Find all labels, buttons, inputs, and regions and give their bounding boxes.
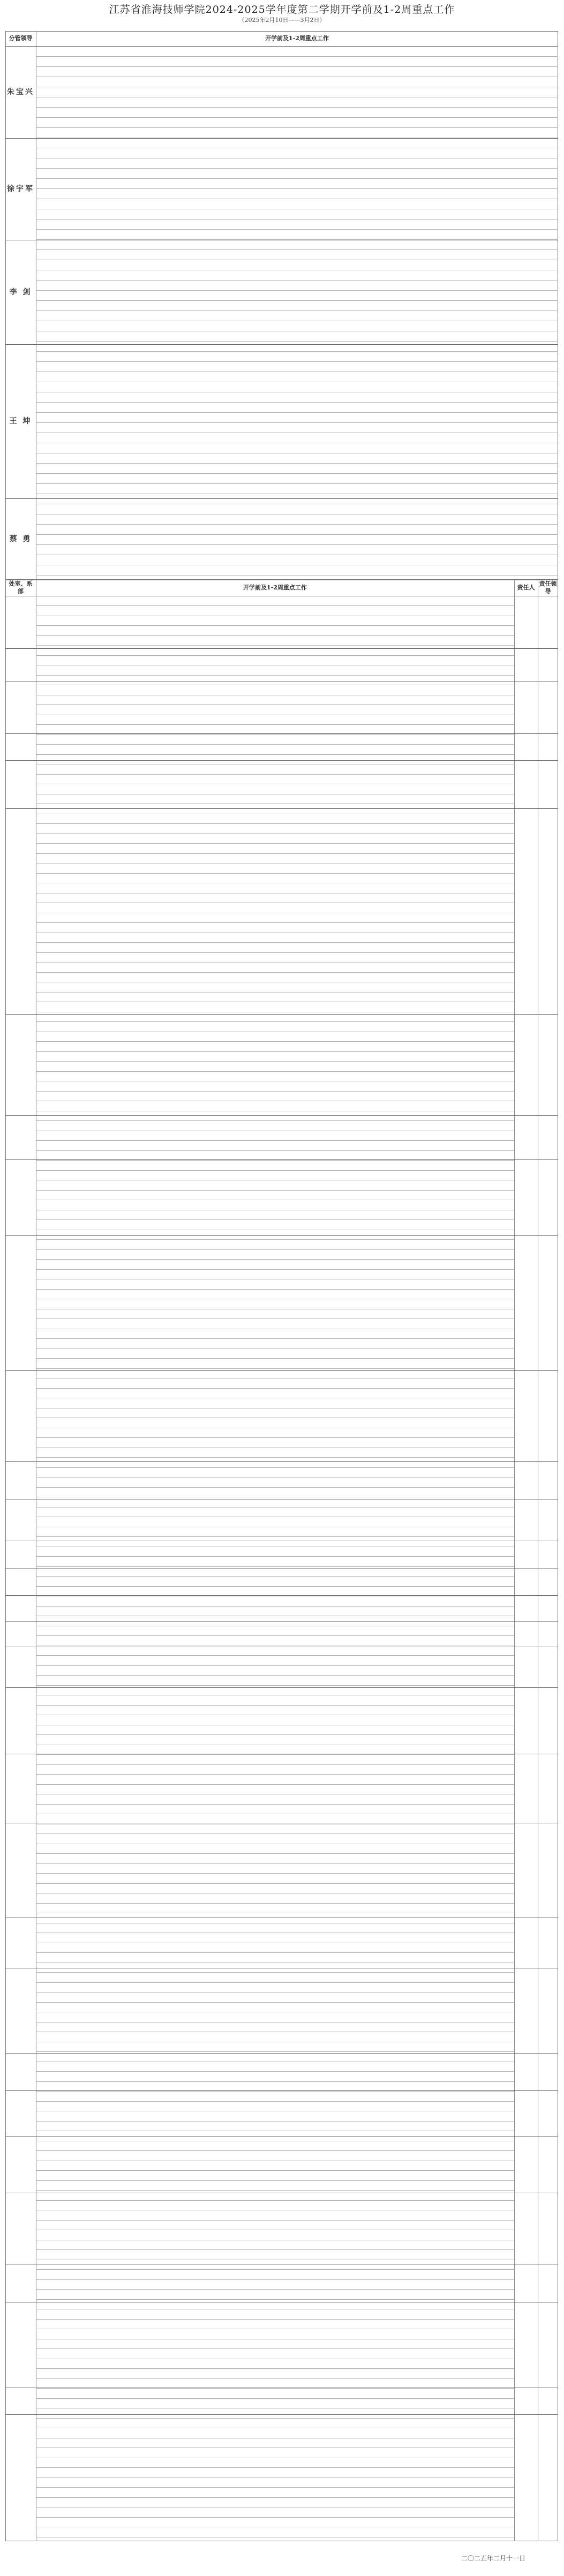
table-row <box>36 229 558 230</box>
table-row <box>36 1061 514 1062</box>
leader-work-column-header: 开学前及1-2周重点工作 <box>265 35 329 42</box>
table-row <box>36 1705 514 1706</box>
table-row <box>36 1289 514 1290</box>
table-row <box>36 922 514 923</box>
department-group-rule <box>5 1115 558 1116</box>
table-row <box>36 1556 514 1557</box>
table-row <box>36 2487 514 2488</box>
table-row <box>36 127 558 128</box>
leader-table-header-rule <box>5 46 558 47</box>
table-row <box>36 1774 514 1775</box>
table-row <box>36 1586 514 1587</box>
leader-column-header: 分管领导 <box>9 35 33 42</box>
department-group-rule <box>5 1621 558 1622</box>
table-row <box>36 351 558 352</box>
table-row <box>36 280 558 281</box>
table-row <box>36 1348 514 1349</box>
leader-name: 李 剑 <box>9 287 32 297</box>
table-row <box>36 1358 514 1359</box>
department-group-rule <box>5 1687 558 1688</box>
table-row <box>36 1972 514 1973</box>
table-row <box>36 1467 514 1468</box>
table-row <box>36 1259 514 1260</box>
table-row <box>36 1269 514 1270</box>
table-row <box>36 972 514 973</box>
leader-name: 蔡 勇 <box>9 535 32 543</box>
department-group-rule <box>5 1370 558 1371</box>
leader-name: 徐宇军 <box>7 185 34 193</box>
table-row <box>36 2269 514 2270</box>
table-row <box>36 1566 514 1567</box>
table-row <box>36 107 558 108</box>
table-row <box>36 1190 514 1191</box>
table-row <box>36 2319 514 2320</box>
table-row <box>36 1903 514 1904</box>
table-row <box>36 1883 514 1884</box>
leader-group-rule <box>5 498 558 499</box>
table-row <box>36 1576 514 1577</box>
table-row <box>36 1487 514 1488</box>
department-group-rule <box>5 2053 558 2054</box>
table-row <box>36 1734 514 1735</box>
table-row <box>36 2180 514 2181</box>
table-row <box>36 1754 514 1755</box>
table-row <box>36 1982 514 1983</box>
table-row <box>36 534 558 535</box>
department-group-rule <box>5 760 558 761</box>
table-row <box>36 2220 514 2221</box>
department-group-rule <box>5 1159 558 1160</box>
leader-table <box>5 31 558 580</box>
table-row <box>36 774 514 775</box>
signature-date: 二〇二五年二月十一日 <box>461 2555 525 2562</box>
table-row <box>36 1170 514 1171</box>
table-row <box>36 734 514 735</box>
table-row <box>36 2289 514 2290</box>
table-row <box>36 1021 514 1022</box>
table-row <box>36 635 514 636</box>
table-row <box>36 853 514 854</box>
department-group-rule <box>5 2414 558 2415</box>
table-row <box>36 2091 514 2092</box>
department-group-rule <box>5 1235 558 1236</box>
table-row <box>36 942 514 943</box>
table-row <box>36 249 558 250</box>
table-row <box>36 2348 514 2349</box>
table-row <box>36 645 514 646</box>
table-row <box>36 2002 514 2003</box>
table-row <box>36 524 558 525</box>
table-row <box>36 1784 514 1785</box>
table-row <box>36 117 558 118</box>
department-group-rule <box>5 1014 558 1015</box>
department-group-rule <box>5 648 558 649</box>
table-row <box>36 66 558 67</box>
table-row <box>36 1071 514 1072</box>
department-group-rule <box>5 1461 558 1462</box>
table-row <box>36 873 514 874</box>
table-row <box>36 2200 514 2201</box>
table-row <box>36 341 558 342</box>
table-row <box>36 2378 514 2379</box>
table-row <box>36 1437 514 1438</box>
table-row <box>36 724 514 725</box>
table-row <box>36 754 514 755</box>
table-row <box>36 2081 514 2082</box>
table-row <box>36 1219 514 1220</box>
table-row <box>36 483 558 484</box>
table-row <box>36 1665 514 1666</box>
table-row <box>36 1140 514 1141</box>
table-row <box>36 178 558 179</box>
table-row <box>36 2368 514 2369</box>
table-row <box>36 2101 514 2102</box>
table-row <box>36 1150 514 1151</box>
table-row <box>36 1675 514 1676</box>
responsible-leader-column-header: 责任领导 <box>539 580 557 595</box>
department-table-divider <box>514 580 515 2541</box>
table-row <box>36 744 514 745</box>
table-row <box>36 2051 514 2052</box>
table-row <box>36 625 514 626</box>
department-work-column-header: 开学前及1-2周重点工作 <box>243 584 307 591</box>
table-row <box>36 1873 514 1874</box>
table-row <box>36 605 514 606</box>
department-column-header: 处室、系部 <box>9 580 33 595</box>
leader-name: 朱宝兴 <box>7 88 34 96</box>
table-row <box>36 843 514 844</box>
table-row <box>36 655 514 656</box>
table-row <box>36 2249 514 2250</box>
leader-name: 王 坤 <box>9 417 32 426</box>
table-row <box>36 422 558 423</box>
table-row <box>36 2517 514 2518</box>
table-row <box>36 290 558 291</box>
table-row <box>36 1051 514 1052</box>
table-row <box>36 2299 514 2300</box>
table-row <box>36 2467 514 2468</box>
table-row <box>36 361 558 362</box>
table-row <box>36 1804 514 1805</box>
table-row <box>36 2190 514 2191</box>
table-row <box>36 2388 514 2389</box>
table-row <box>36 1120 514 1121</box>
table-row <box>36 544 558 545</box>
table-row <box>36 952 514 953</box>
table-row <box>36 1635 514 1636</box>
table-row <box>36 1536 514 1537</box>
leader-group-rule <box>5 344 558 345</box>
table-row <box>36 2398 514 2399</box>
table-row <box>36 1863 514 1864</box>
table-row <box>36 1388 514 1389</box>
table-row <box>36 56 558 57</box>
table-row <box>36 675 514 676</box>
table-row <box>36 2170 514 2171</box>
table-row <box>36 463 558 464</box>
table-row <box>36 1853 514 1854</box>
table-row <box>36 2497 514 2498</box>
table-row <box>36 1606 514 1607</box>
table-row <box>36 962 514 963</box>
table-row <box>36 823 514 824</box>
table-row <box>36 1764 514 1765</box>
table-row <box>36 1655 514 1656</box>
table-row <box>36 188 558 189</box>
table-row <box>36 310 558 311</box>
table-row <box>36 1457 514 1458</box>
table-row <box>36 2150 514 2151</box>
table-row <box>36 1477 514 1478</box>
table-row <box>36 2071 514 2072</box>
table-row <box>36 1952 514 1953</box>
table-row <box>36 1091 514 1092</box>
table-row <box>36 704 514 705</box>
owner-column-header: 责任人 <box>517 584 535 591</box>
table-row <box>36 2121 514 2122</box>
table-row <box>36 412 558 413</box>
table-row <box>36 1338 514 1339</box>
table-row <box>36 1249 514 1250</box>
date-range: （2025年2月10日——3月2日） <box>238 17 326 24</box>
table-row <box>36 2477 514 2478</box>
table-row <box>36 239 558 240</box>
table-row <box>36 300 558 301</box>
table-row <box>36 2279 514 2280</box>
table-row <box>36 2418 514 2419</box>
department-table <box>5 580 558 2541</box>
table-row <box>36 473 558 474</box>
table-row <box>36 1160 514 1161</box>
table-row <box>36 1685 514 1686</box>
table-row <box>36 168 558 169</box>
table-row <box>36 1239 514 1240</box>
leader-group-rule <box>5 138 558 139</box>
table-row <box>36 1041 514 1042</box>
table-row <box>36 1368 514 1369</box>
table-row <box>36 402 558 403</box>
department-group-rule <box>5 733 558 734</box>
table-row <box>36 1833 514 1834</box>
document-title: 江苏省淮海技师学院2024-2025学年度第二学期开学前及1-2周重点工作 <box>109 4 455 16</box>
department-group-rule <box>5 808 558 809</box>
